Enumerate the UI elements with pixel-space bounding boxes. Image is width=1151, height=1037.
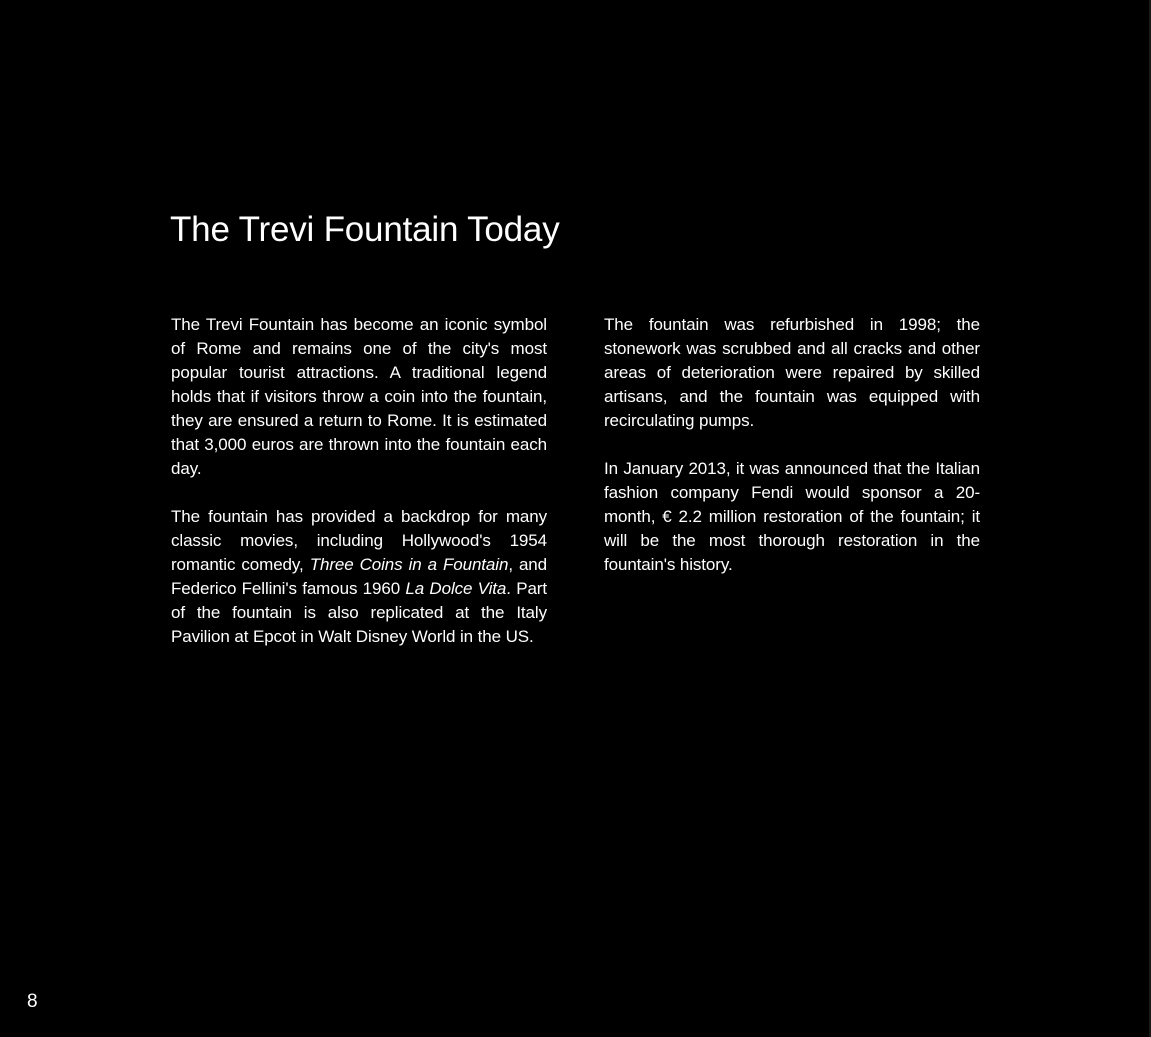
film-title-la-dolce-vita: La Dolce Vita xyxy=(405,579,507,598)
movies-text-part-1: The fountain has provided a backdrop for many classic movies, including Hollywood's 1954 romantic comedy, xyxy=(171,507,547,574)
film-title-three-coins: Three Coins in a Fountain xyxy=(309,555,509,574)
left-column xyxy=(171,313,547,673)
movies-text-part-2: , and Federico Fellini's famous 1960 xyxy=(171,555,548,598)
paragraph-movies xyxy=(171,505,547,649)
paragraph-fendi-restoration: In January 2013, it was announced that the Italian fashion company Fendi would sponsor a 20-month, € 2.2 million restoration of the fountain; it will be the most thorough restoration in the fountain's history. xyxy=(604,459,980,574)
paragraph-refurbishment: The fountain was refurbished in 1998; the stonework was scrubbed and all cracks and other areas of deterioration were repaired by skilled artisans, and the fountain was equipped with recirculating pumps. xyxy=(604,315,980,430)
page-title: The Trevi Fountain Today xyxy=(170,210,560,249)
page-number: 8 xyxy=(27,991,38,1012)
right-column xyxy=(604,313,980,601)
movies-text-part-3: . Part of the fountain is also replicated at the Italy Pavilion at Epcot in Walt Disney World in the US. xyxy=(171,579,547,646)
paragraph-coin-legend: The Trevi Fountain has become an iconic symbol of Rome and remains one of the city's most popular tourist attractions. A traditional legend holds that if visitors throw a coin into the fountain, they are ensured a return to Rome. It is estimated that 3,000 euros are thrown into the fountain each day. xyxy=(171,315,547,478)
